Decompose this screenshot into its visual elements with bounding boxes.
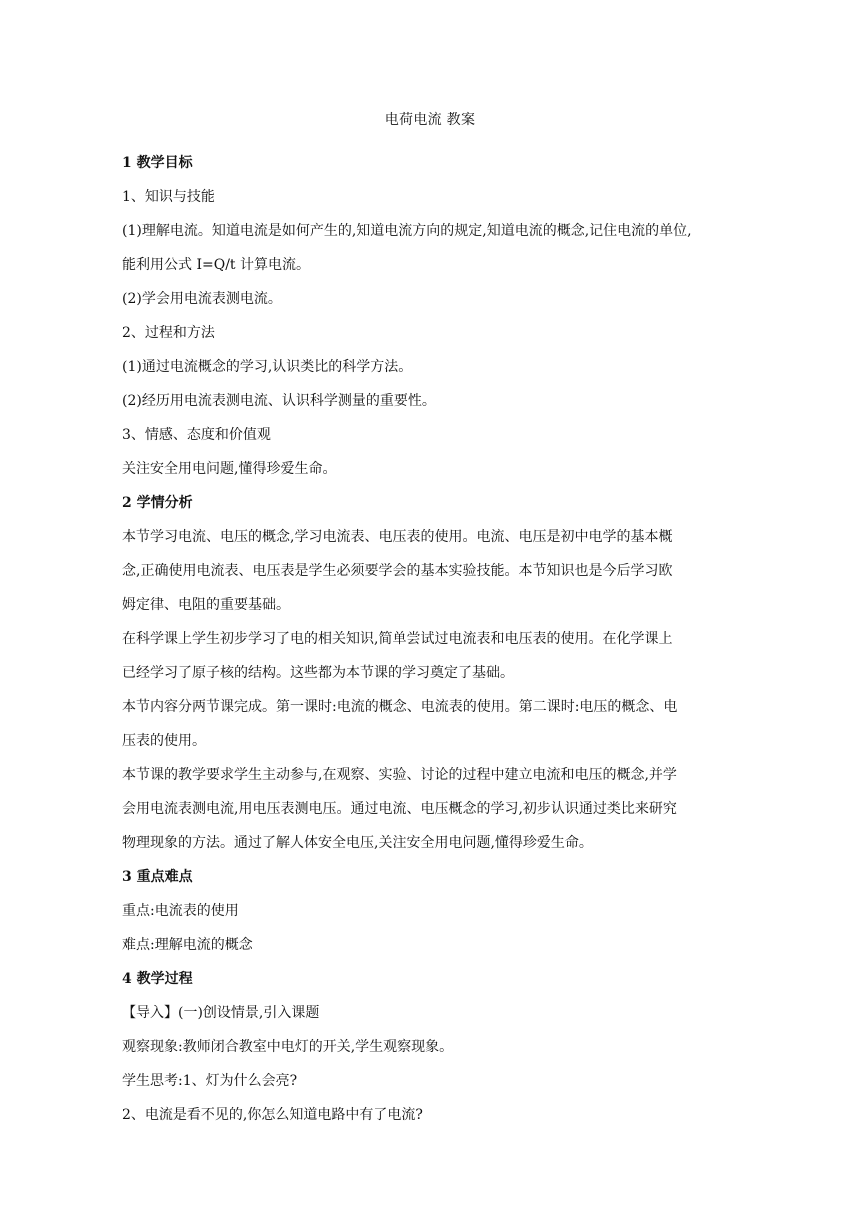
text-line: 本节学习电流、电压的概念,学习电流表、电压表的使用。电流、电压是初中电学的基本概 xyxy=(122,529,673,545)
text-line: 重点:电流表的使用 xyxy=(122,903,239,919)
text-line: 已经学习了原子核的结构。这些都为本节课的学习奠定了基础。 xyxy=(122,665,514,681)
text-line: (2)经历用电流表测电流、认识科学测量的重要性。 xyxy=(122,393,436,409)
section-heading: 4 教学过程 xyxy=(122,971,193,987)
section-heading: 3 重点难点 xyxy=(122,869,193,885)
text-line: 学生思考:1、灯为什么会亮? xyxy=(122,1073,298,1089)
text-line: 2、电流是看不见的,你怎么知道电路中有了电流? xyxy=(122,1107,423,1123)
text-line: 物理现象的方法。通过了解人体安全电压,关注安全用电问题,懂得珍爱生命。 xyxy=(122,835,593,851)
text-line: (1)理解电流。知道电流是如何产生的,知道电流方向的规定,知道电流的概念,记住电流的单位, xyxy=(122,223,692,239)
text-line: (2)学会用电流表测电流。 xyxy=(122,291,282,307)
text-line: 3、情感、态度和价值观 xyxy=(122,427,271,443)
text-line: 难点:理解电流的概念 xyxy=(122,937,253,953)
text-line: (1)通过电流概念的学习,认识类比的科学方法。 xyxy=(122,359,413,375)
text-line: 2、过程和方法 xyxy=(122,325,215,341)
text-line: 姆定律、电阻的重要基础。 xyxy=(122,597,290,613)
text-line: 本节内容分两节课完成。第一课时:电流的概念、电流表的使用。第二课时:电压的概念、电 xyxy=(122,699,678,715)
text-line: 压表的使用。 xyxy=(122,733,206,749)
text-line: 关注安全用电问题,懂得珍爱生命。 xyxy=(122,461,337,477)
text-line: 在科学课上学生初步学习了电的相关知识,简单尝试过电流表和电压表的使用。在化学课上 xyxy=(122,631,673,647)
text-line: 【导入】(一)创设情景,引入课题 xyxy=(122,1005,320,1021)
text-line: 念,正确使用电流表、电压表是学生必须要学会的基本实验技能。本节知识也是今后学习欧 xyxy=(122,563,673,579)
text-line: 观察现象:教师闭合教室中电灯的开关,学生观察现象。 xyxy=(122,1039,454,1055)
text-line: 会用电流表测电流,用电压表测电压。通过电流、电压概念的学习,初步认识通过类比来研究 xyxy=(122,801,677,817)
section-heading: 1 教学目标 xyxy=(122,155,193,171)
text-line: 能利用公式 I=Q/t 计算电流。 xyxy=(122,257,310,273)
document-title: 电荷电流 教案 xyxy=(384,112,476,128)
text-line: 本节课的教学要求学生主动参与,在观察、实验、讨论的过程中建立电流和电压的概念,并学 xyxy=(122,767,677,783)
text-line: 1、知识与技能 xyxy=(122,189,215,205)
document-body xyxy=(122,146,750,1132)
section-heading: 2 学情分析 xyxy=(122,495,193,511)
